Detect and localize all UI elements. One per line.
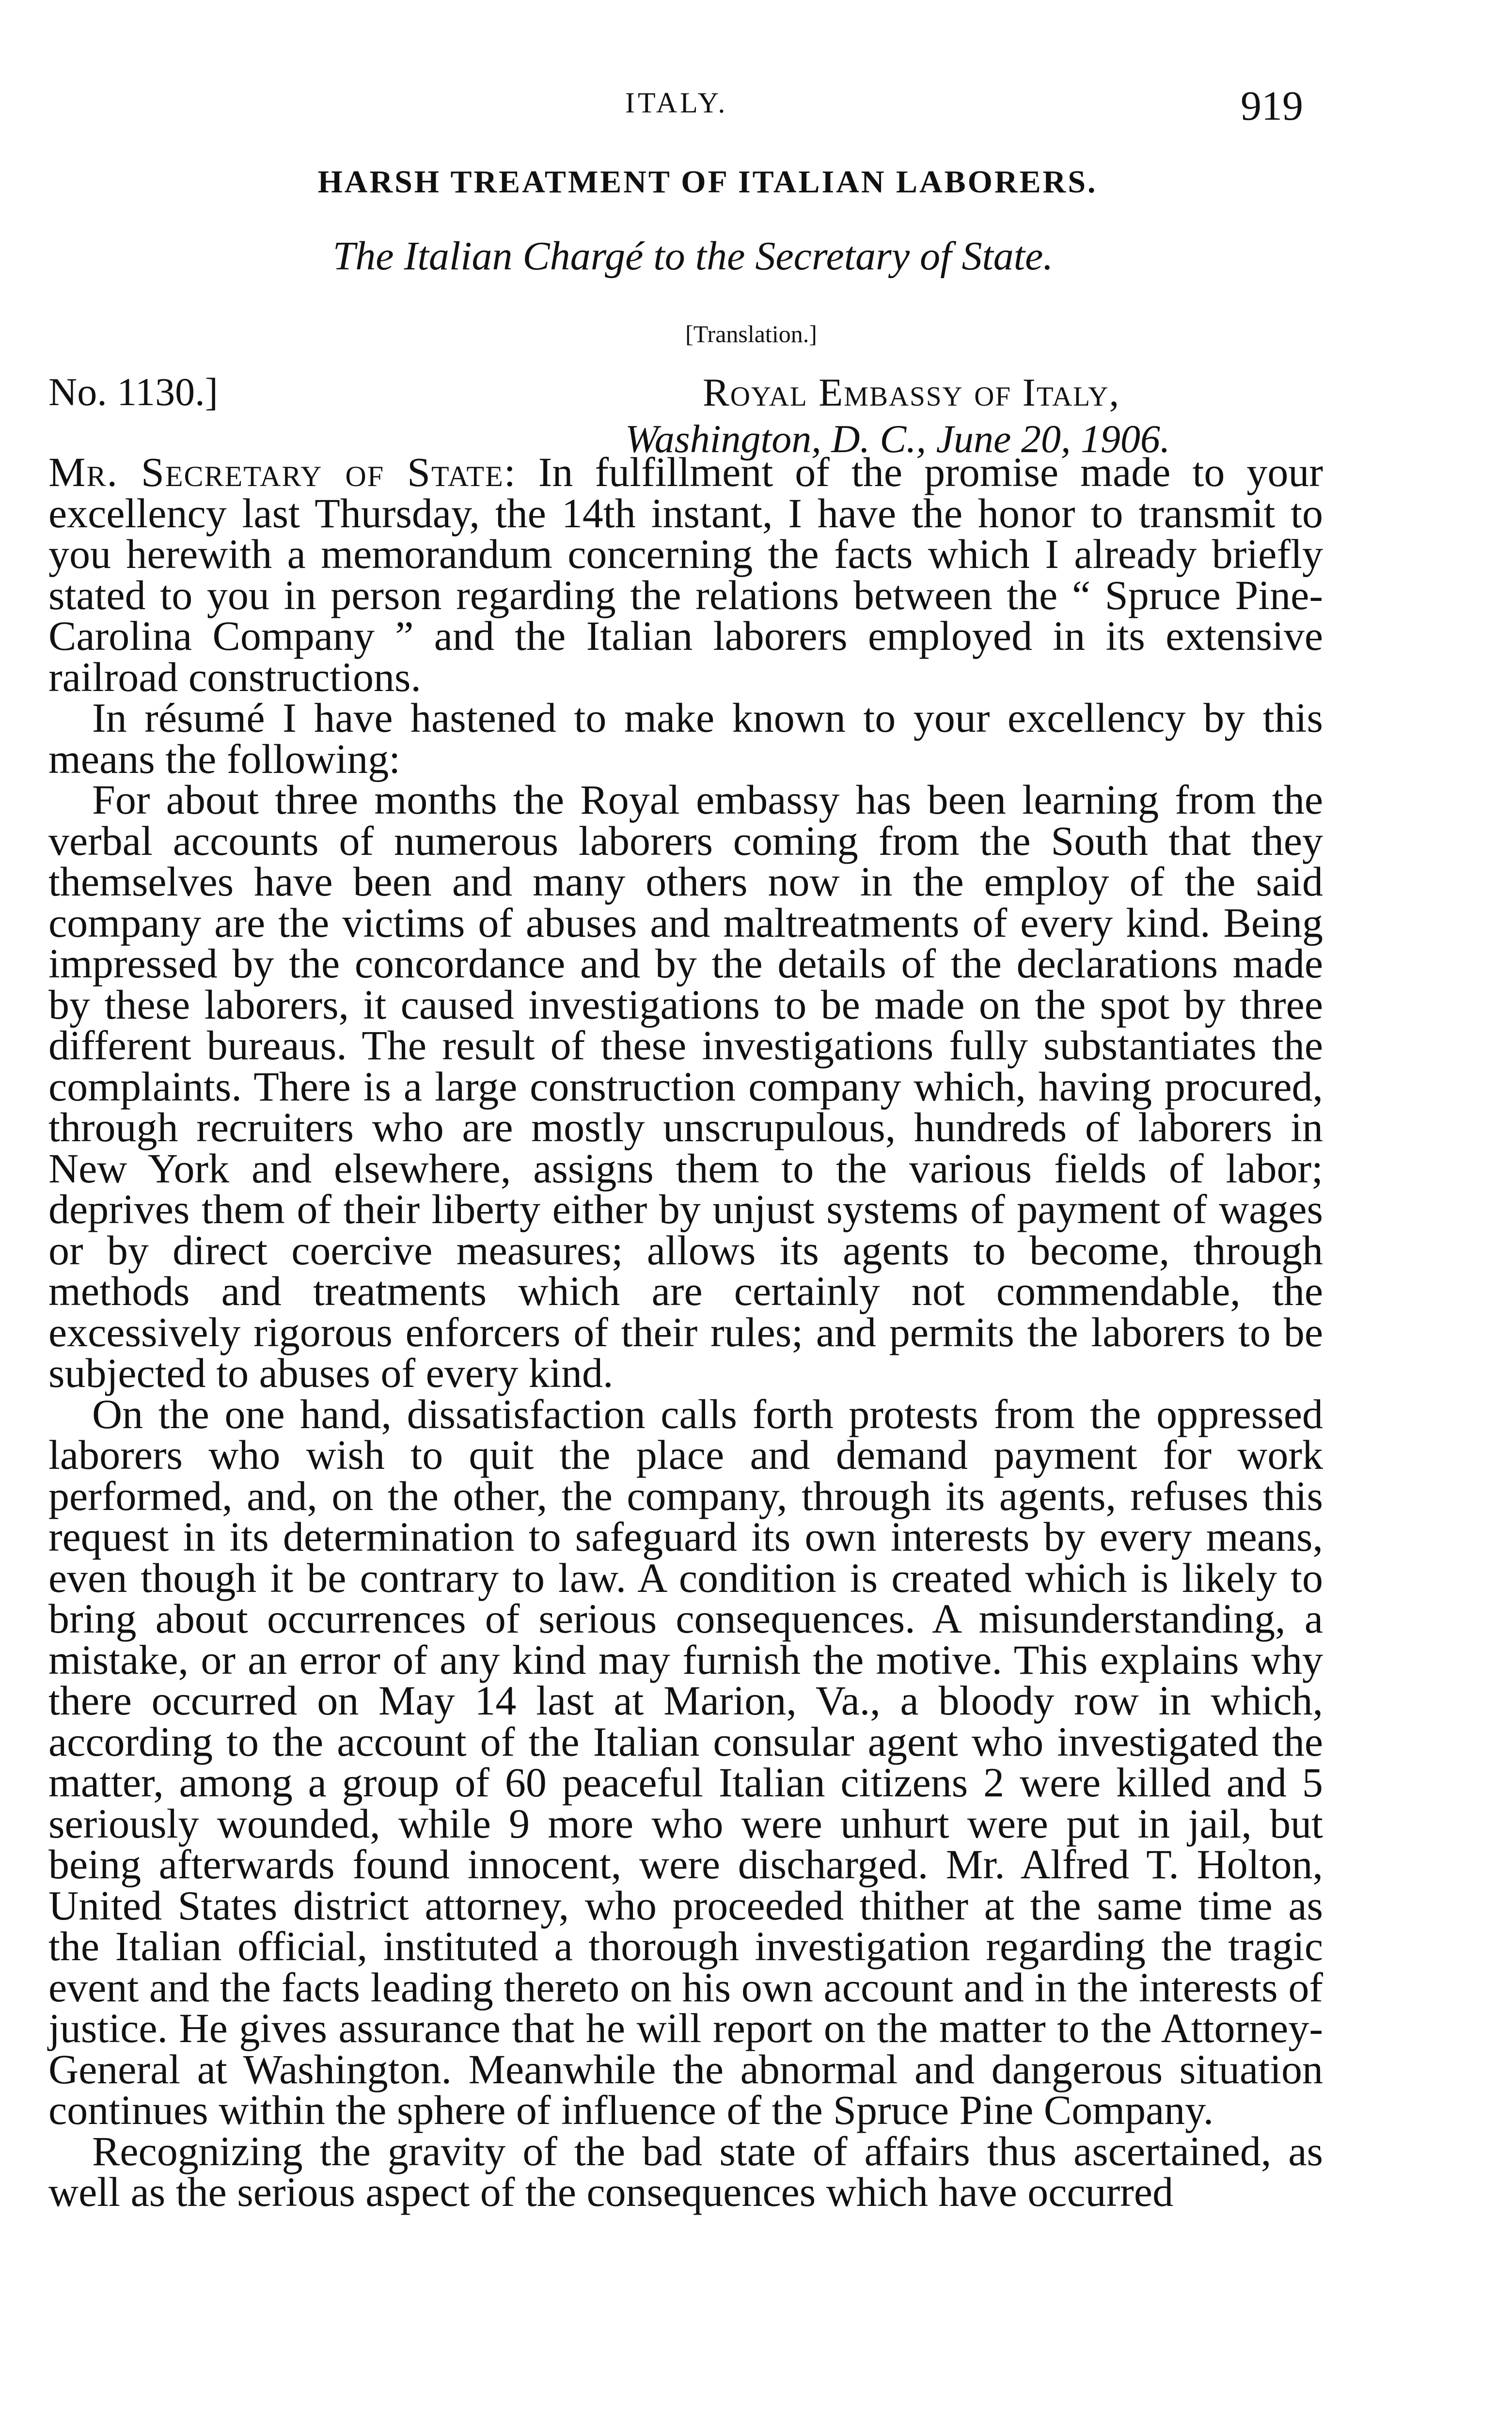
running-head [0,81,1512,135]
translation-note: [Translation.] [685,320,817,347]
document-number: No. 1130.] [48,370,218,414]
paragraph-4: On the one hand, dissatisfaction calls forth protests from the oppressed laborers who wish to quit the place and demand payment for work performed, and, on the other, the company, through its agents, refuses this request in its determination to safeguard its own interests by every means, even though it be contrary to law. A condition is created which is likely to bring about occurrences of serious consequences. A misunderstanding, a mistake, or an error of any kind may furnish the motive. This explains why there occurred on May 14 last at Marion, Va., a bloody row in which, according to the account of the Italian consular agent who investigated the matter, among a group of 60 peaceful Italian citizens 2 were killed and 5 seriously wounded, while 9 more who were unhurt were put in jail, but being afterwards found innocent, were discharged. Mr. Alfred T. Holton, United States district attorney, who proceeded thither at the same time as the Italian official, instituted a thorough investigation regarding the tragic event and the facts leading thereto on his own account and in the interests of justice. He gives assurance that he will report on the matter to the Attorney-General at Washington. Meanwhile the abnormal and dangerous situation continues within the sphere of influence of the Spruce Pine Company. [48,1390,1323,2133]
document-title: HARSH TREATMENT OF ITALIAN LABORERS. [317,164,1098,200]
paragraph-2: In résumé I have hastened to make known to your excellency by this means the following: [48,694,1323,782]
dateline-embassy: Royal Embassy of Italy, [703,370,1120,414]
paragraph-1 [48,449,1323,700]
letter-body [48,449,1323,2215]
page-number: 919 [1241,82,1303,129]
running-title: ITALY. [625,87,728,119]
document-subtitle: The Italian Chargé to the Secretary of State. [332,234,1054,279]
dateline-place-date: Washington, D. C., June 20, 1906. [625,417,1170,461]
paragraph-3: For about three months the Royal embassy has been learning from the verbal accounts of numerous laborers coming from the South that they themselves have been and many others now in the employ of the said company are the victims of abuses and maltreatments of every kind. Being impressed by the concordance and by the details of the declarations made by these laborers, it caused investigations to be made on the spot by three different bureaus. The result of these investigations fully substantiates the complaints. There is a large construction company which, having procured, through recruiters who are mostly unscrupulous, hundreds of laborers in New York and elsewhere, assigns them to the various fields of labor; deprives them of their liberty either by unjust systems of payment of wages or by direct coercive measures; allows its agents to become, through methods and treatments which are certainly not commendable, the excessively rigorous enforcers of their rules; and permits the laborers to be subjected to abuses of every kind. [48,776,1323,1396]
paragraph-text: In fulfillment of the promise made to your excellency last Thursday, the 14th instant, I have the honor to transmit to you herewith a memorandum concerning the facts which I already briefly stated to you in person regarding the relations between the “ Spruce Pine-Carolina Company ” and the Italian laborers employed in its extensive railroad constructions. [48,449,1323,700]
salutation: Mr. Secretary of State: [48,449,517,495]
paragraph-5: Recognizing the gravity of the bad state of affairs thus ascertained, as well as the serious aspect of the consequences which have occurred [48,2127,1323,2215]
